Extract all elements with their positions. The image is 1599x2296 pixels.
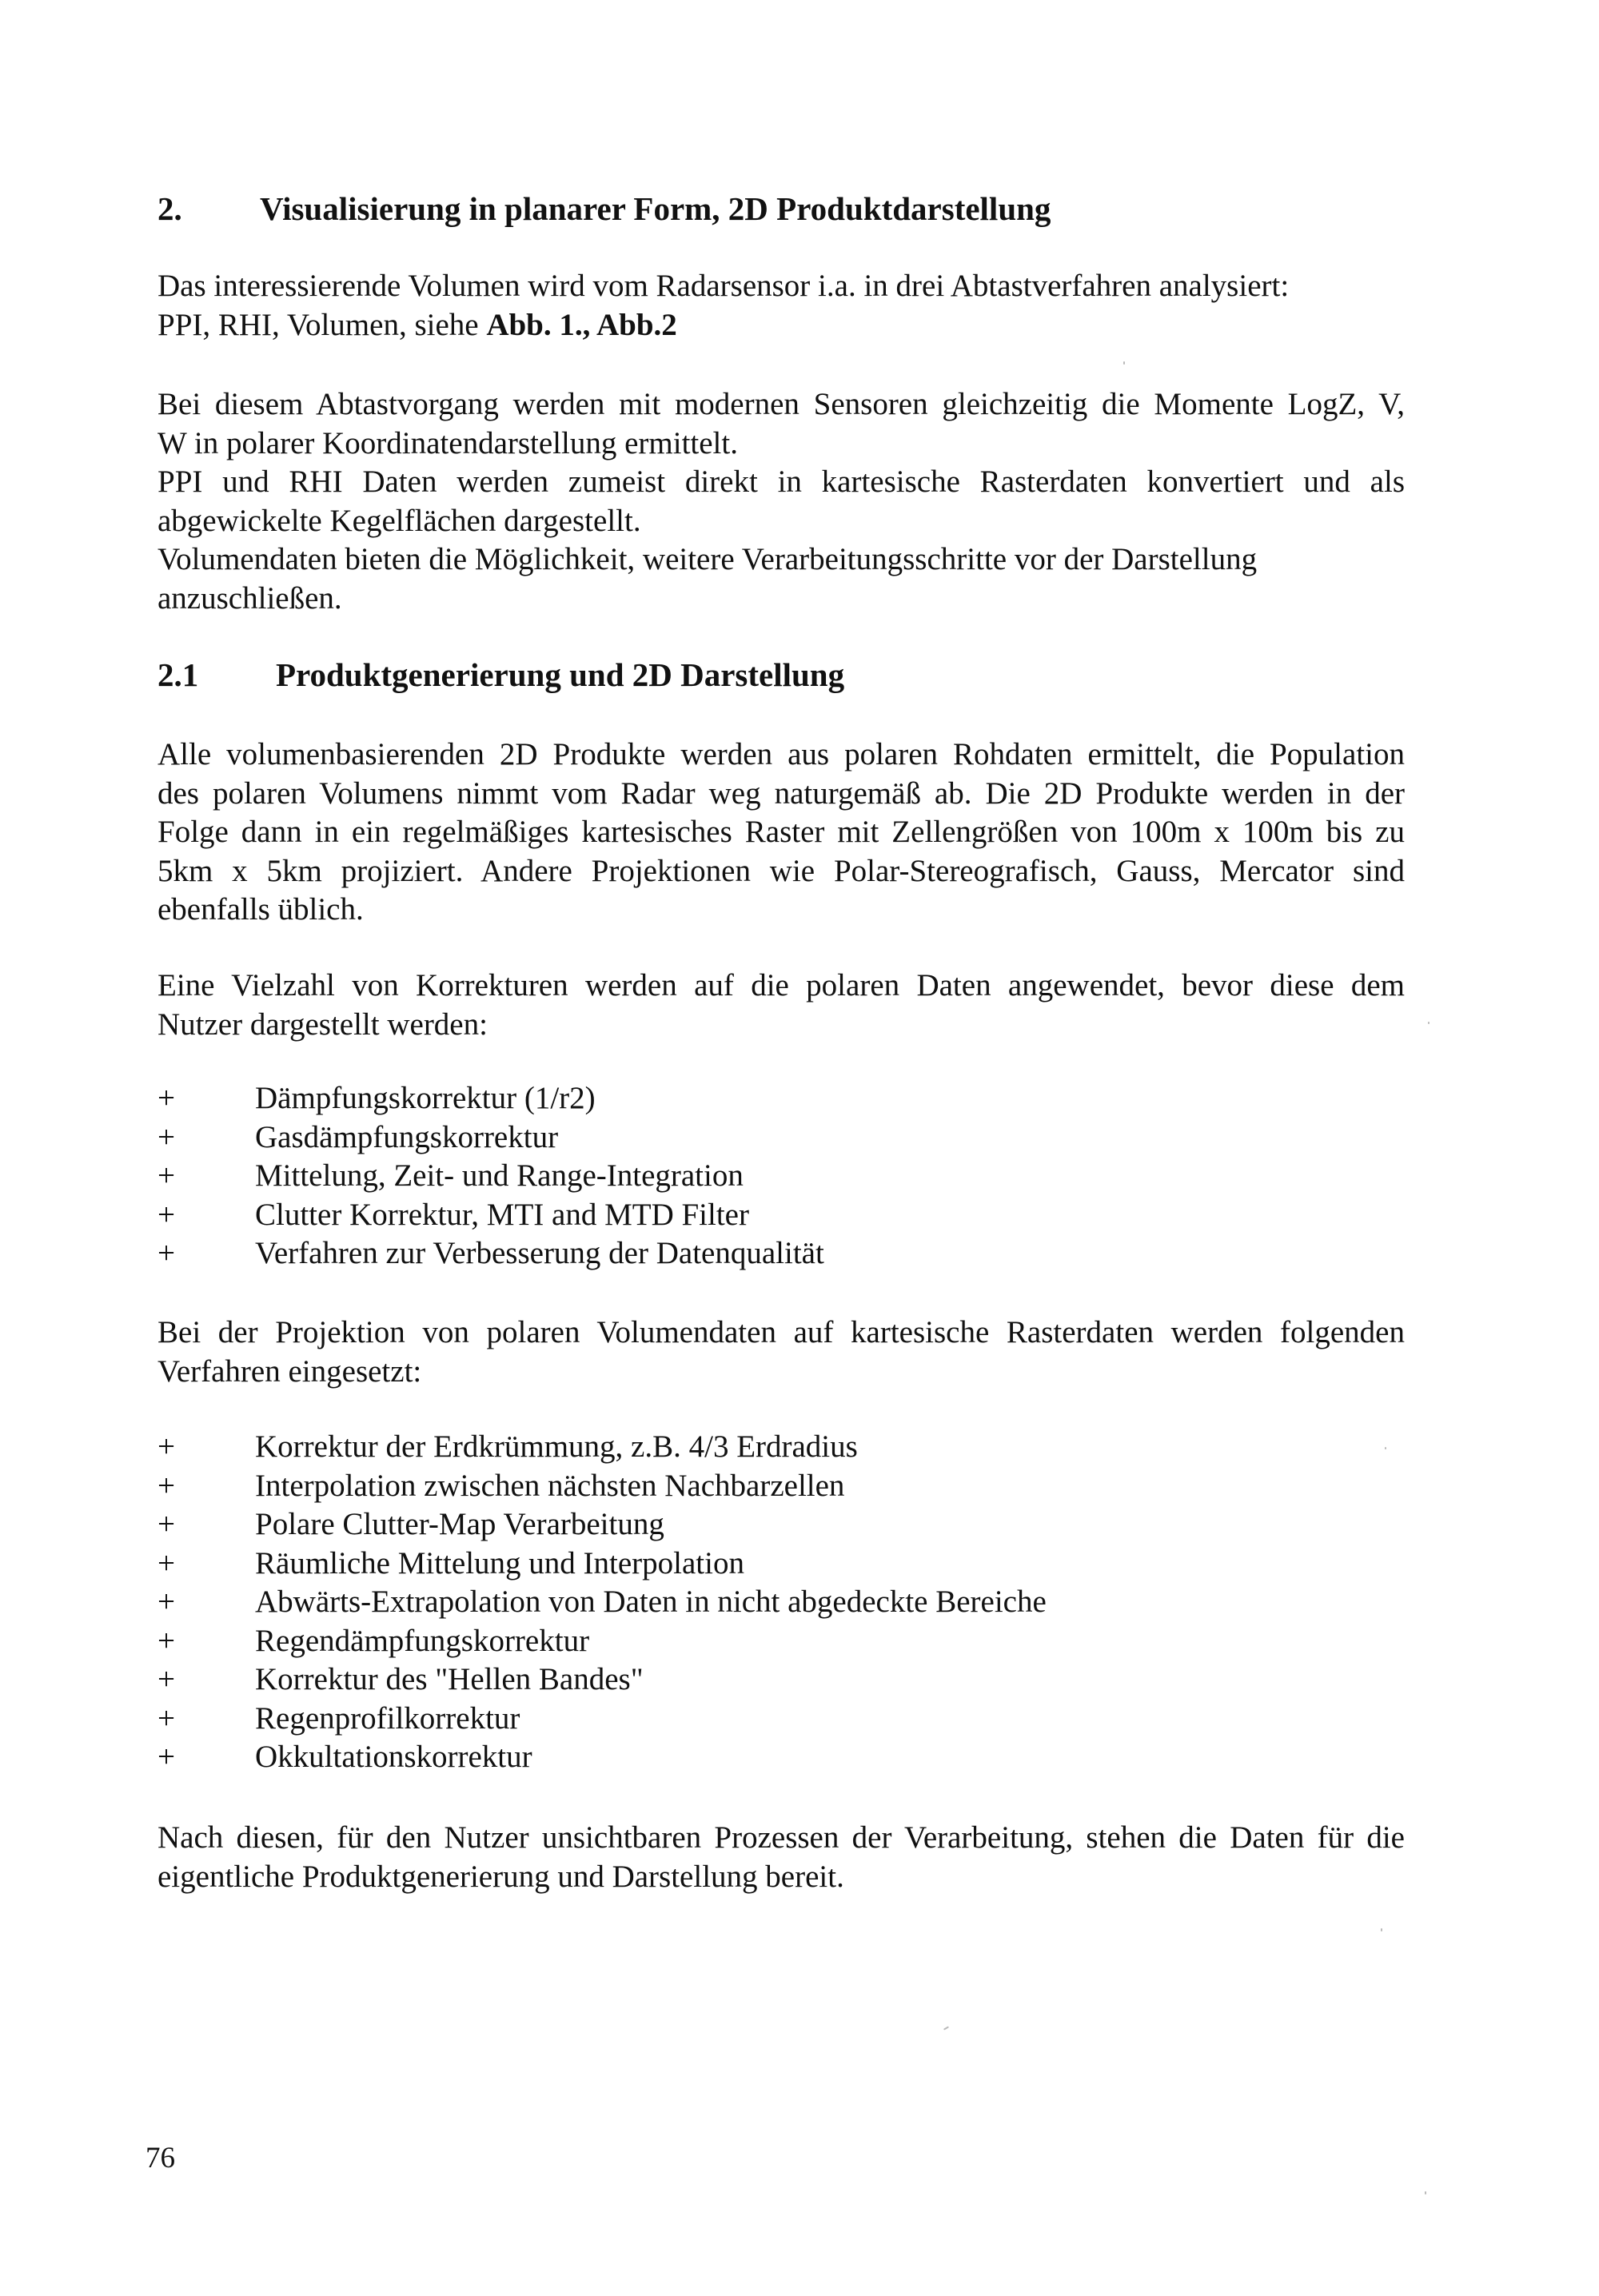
plus-bullet: + — [158, 1740, 175, 1774]
list-item — [158, 1234, 1405, 1274]
section-2-number: 2. — [158, 190, 182, 227]
paragraph-line: anzuschließen. — [158, 580, 342, 616]
corrections-paragraph — [158, 967, 1405, 1044]
list-item — [158, 1157, 1405, 1196]
scan-speck — [1385, 1447, 1386, 1449]
scan-paragraph — [158, 385, 1405, 618]
section-2-heading — [158, 189, 1051, 228]
list-item — [158, 1660, 1405, 1700]
plus-bullet: + — [158, 1158, 175, 1193]
section-2-1-heading — [158, 656, 845, 694]
plus-bullet: + — [158, 1081, 175, 1115]
list-item — [158, 1505, 1405, 1545]
section-2-1-title: Produktgenerierung und 2D Darstellung — [276, 656, 845, 693]
list-item-text: Regenprofilkorrektur — [255, 1700, 520, 1736]
paragraph-line: Eine Vielzahl von Korrekturen werden auf die polaren Daten angewendet, bevor diese dem — [158, 968, 1405, 1003]
paragraph-line: abgewickelte Kegelflächen dargestellt. — [158, 503, 641, 538]
paragraph-line: Nutzer dargestellt werden: — [158, 1006, 488, 1042]
list-item — [158, 1467, 1405, 1506]
paragraph-line: ebenfalls üblich. — [158, 892, 364, 927]
plus-bullet: + — [158, 1236, 175, 1270]
plus-bullet: + — [158, 1119, 175, 1154]
list-item-text: Gasdämpfungskorrektur — [255, 1119, 559, 1154]
list-item — [158, 1196, 1405, 1235]
list-item-text: Dämpfungskorrektur (1/r2) — [255, 1081, 596, 1115]
scan-speck — [943, 2026, 949, 2030]
intro-line2-text: PPI, RHI, Volumen, siehe — [158, 307, 487, 342]
list-item-text: Verfahren zur Verbesserung der Datenqualität — [255, 1236, 824, 1270]
paragraph-line: Nach diesen, für den Nutzer unsichtbaren Prozessen der Verarbeitung, stehen die Daten für die — [158, 1820, 1405, 1855]
list-item-text: Clutter Korrektur, MTI and MTD Filter — [255, 1197, 749, 1232]
list-item — [158, 1545, 1405, 1584]
plus-bullet: + — [158, 1507, 175, 1541]
scan-speck — [1123, 361, 1125, 365]
paragraph-line: Alle volumenbasierenden 2D Produkte werden aus polaren Rohdaten ermittelt, die Population — [158, 737, 1405, 771]
paragraph-line: Das interessierende Volumen wird vom Radarsensor i.a. in drei Abtastverfahren analysiert: — [158, 269, 1290, 303]
paragraph-line: Bei der Projektion von polaren Volumendaten auf kartesische Rasterdaten werden folgenden — [158, 1315, 1405, 1349]
list-item — [158, 1118, 1405, 1158]
projection-paragraph — [158, 1313, 1405, 1391]
paragraph-line — [158, 306, 1405, 345]
plus-bullet: + — [158, 1197, 175, 1232]
list-item-text: Korrektur der Erdkrümmung, z.B. 4/3 Erdradius — [255, 1429, 858, 1464]
paragraph-line: 5km x 5km projiziert. Andere Projektionen wie Polar-Stereografisch, Gauss, Mercator sind — [158, 853, 1405, 888]
list-item-text: Regendämpfungskorrektur — [255, 1623, 590, 1658]
paragraph-line: Volumendaten bieten die Möglichkeit, weitere Verarbeitungsschritte vor der Darstellung — [158, 542, 1258, 576]
projection-list — [158, 1428, 1405, 1777]
scan-speck — [1428, 1022, 1430, 1024]
page-number: 76 — [146, 2142, 175, 2174]
paragraph-line: Folge dann in ein regelmäßiges kartesisches Raster mit Zellengrößen von 100m x 100m bis zu — [158, 815, 1405, 849]
paragraph-line: PPI und RHI Daten werden zumeist direkt in kartesische Rasterdaten konvertiert und als — [158, 464, 1405, 499]
section-2-1-number: 2.1 — [158, 656, 199, 693]
scan-speck — [1381, 1928, 1382, 1931]
paragraph-line: Bei diesem Abtastvorgang werden mit modernen Sensoren gleichzeitig die Momente LogZ, V, — [158, 387, 1405, 421]
plus-bullet: + — [158, 1700, 175, 1736]
plus-bullet: + — [158, 1545, 175, 1580]
closing-paragraph — [158, 1819, 1405, 1896]
paragraph-line: W in polarer Koordinatendarstellung ermittelt. — [158, 425, 738, 460]
list-item-text: Mittelung, Zeit- und Range-Integration — [255, 1158, 744, 1193]
plus-bullet: + — [158, 1584, 175, 1619]
list-item — [158, 1622, 1405, 1661]
paragraph-line: eigentliche Produktgenerierung und Darstellung bereit. — [158, 1859, 844, 1894]
products-paragraph — [158, 735, 1405, 930]
list-item-text: Polare Clutter-Map Verarbeitung — [255, 1507, 664, 1541]
plus-bullet: + — [158, 1623, 175, 1658]
figure-reference: Abb. 1., Abb.2 — [486, 307, 677, 342]
list-item — [158, 1700, 1405, 1739]
list-item-text: Okkultationskorrektur — [255, 1740, 532, 1774]
plus-bullet: + — [158, 1429, 175, 1464]
section-2-title: Visualisierung in planarer Form, 2D Produktdarstellung — [260, 190, 1051, 227]
list-item-text: Räumliche Mittelung und Interpolation — [255, 1545, 744, 1580]
paragraph-line: Verfahren eingesetzt: — [158, 1353, 422, 1389]
list-item — [158, 1428, 1405, 1467]
list-item — [158, 1738, 1405, 1777]
list-item-text: Korrektur des "Hellen Bandes" — [255, 1662, 644, 1696]
list-item — [158, 1079, 1405, 1118]
corrections-list — [158, 1079, 1405, 1274]
plus-bullet: + — [158, 1468, 175, 1503]
list-item-text: Interpolation zwischen nächsten Nachbarzellen — [255, 1468, 845, 1503]
scan-speck — [1425, 2191, 1426, 2194]
paragraph-line: des polaren Volumens nimmt vom Radar weg naturgemäß ab. Die 2D Produkte werden in der — [158, 775, 1405, 811]
list-item-text: Abwärts-Extrapolation von Daten in nicht abgedeckte Bereiche — [255, 1584, 1047, 1619]
list-item — [158, 1583, 1405, 1622]
intro-paragraph — [158, 267, 1405, 345]
plus-bullet: + — [158, 1662, 175, 1696]
